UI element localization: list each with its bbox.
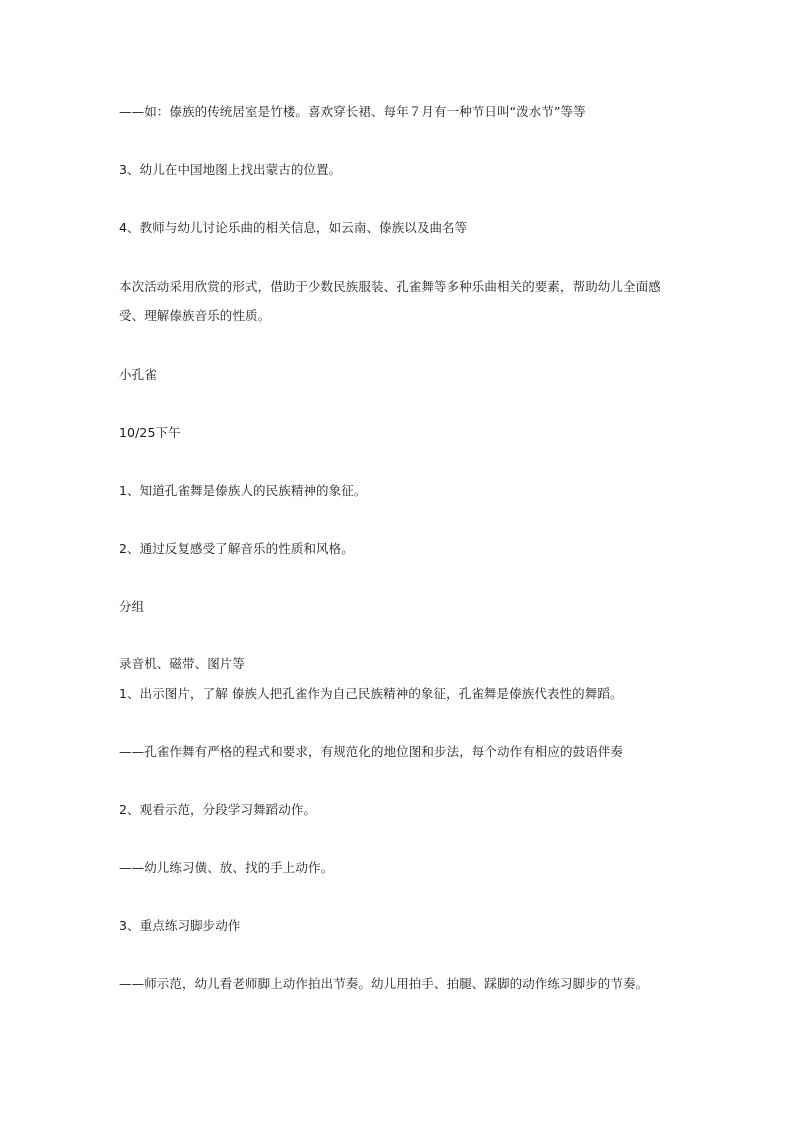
process-step-1: 1、出示图片，了解 傣族人把孔雀作为自己民族精神的象征，孔雀舞是傣族代表性的舞蹈。 [119, 686, 623, 701]
paragraph-activity-summary: 本次活动采用欣赏的形式，借助于少数民族服装、孔雀舞等多种乐曲相关的要素，帮助幼儿全面感受、理解傣族音乐的性质。 [119, 279, 661, 323]
process-step-3: 3、重点练习脚步动作 [119, 918, 241, 933]
materials: 录音机、磁带、图片等 [119, 656, 246, 671]
process-step-2: 2、观看示范，分段学习舞蹈动作。 [119, 802, 317, 817]
paragraph-step-3-map: 3、幼儿在中国地图上找出蒙古的位置。 [119, 162, 342, 177]
paragraph-dai-culture-example: ——如：傣族的传统居室是竹楼。喜欢穿长裙、每年７月有一种节日叫“泼水节”等等 [119, 104, 586, 119]
grouping: 分组 [119, 599, 145, 614]
goal-1: 1、知道孔雀舞是傣族人的民族精神的象征。 [119, 483, 367, 498]
goal-2: 2、通过反复感受了解音乐的性质和风格。 [119, 541, 354, 556]
process-step-2-note: ——幼儿练习僙、放、找的手上动作。 [119, 860, 334, 875]
paragraph-step-4-discussion: 4、教师与幼儿讨论乐曲的相关信息，如云南、傣族以及曲名等 [119, 220, 468, 235]
process-step-3-note: ——师示范，幼儿看老师脚上动作拍出节奏。幼儿用拍手、拍腿、踩脚的动作练习脚步的节奏。 [119, 976, 649, 991]
process-step-1-note: ——孔雀作舞有严格的程式和要求，有规范化的地位图和步法，每个动作有相应的鼓语伴奏 [119, 744, 624, 759]
activity-title: 小孔雀 [119, 367, 157, 382]
activity-time: 10/25下午 [119, 425, 181, 440]
